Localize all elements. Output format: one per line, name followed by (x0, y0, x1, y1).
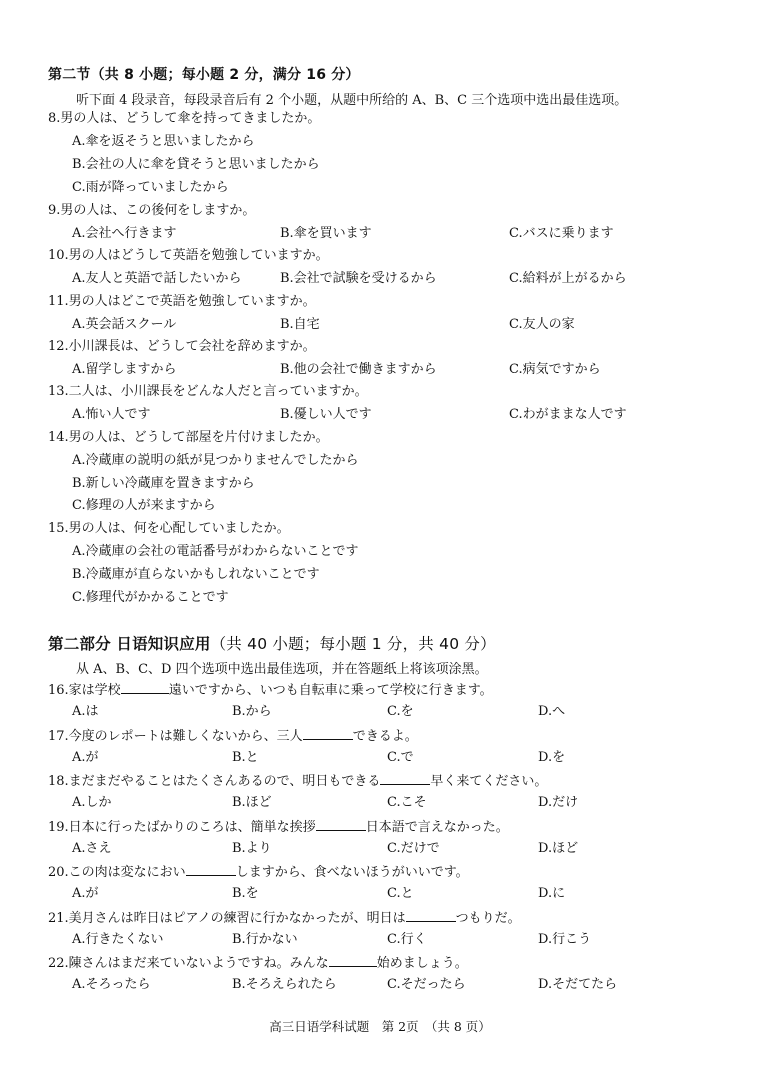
answer-blank (186, 863, 236, 876)
q19-option-d: D.ほど (538, 841, 579, 856)
q17-stem-pre: 17.今度のレポートは難しくないから、三人 (48, 729, 303, 744)
question-11: 11.男の人はどこで英語を勉強していますか。 (48, 294, 316, 309)
q16-stem-post: 遠いですから、いつも自転車に乗って学校に行きます。 (168, 683, 493, 698)
q20-option-b: B.を (232, 886, 259, 901)
q21-option-d: D.行こう (538, 932, 592, 947)
q18-stem-pre: 18.まだまだやることはたくさんあるので、明日もできる (48, 774, 381, 789)
q13-option-a: A.怖い人です (72, 407, 151, 422)
q18-option-d: D.だけ (538, 795, 579, 810)
q16-option-b: B.から (232, 704, 272, 719)
q18-stem-post: 早く来てください。 (430, 774, 548, 789)
question-9: 9.男の人は、この後何をしますか。 (48, 203, 256, 218)
q18-option-a: A.しか (72, 795, 112, 810)
question-10: 10.男の人はどうして英語を勉強していますか。 (48, 248, 329, 263)
question-13: 13.二人は、小川課長をどんな人だと言っていますか。 (48, 384, 368, 399)
q14-option-a: A.冷蔵庫の説明の紙が見つかりませんでしたから (72, 453, 359, 468)
q17-option-c: C.で (387, 750, 414, 765)
q22-option-a: A.そろったら (72, 977, 151, 992)
q22-option-b: B.そろえられたら (232, 977, 337, 992)
answer-blank (316, 818, 366, 831)
q13-option-c: C.わがままな人です (509, 407, 627, 422)
answer-blank (380, 772, 430, 785)
q15-option-b: B.冷蔵庫が直らないかもしれないことです (72, 567, 320, 582)
q20-option-c: C.と (387, 886, 414, 901)
q11-option-c: C.友人の家 (509, 317, 575, 332)
q20-stem-pre: 20.この肉は変なにおい (48, 865, 186, 880)
q9-option-c: C.バスに乗ります (509, 226, 614, 241)
question-12: 12.小川課長は、どうして会社を辞めますか。 (48, 339, 316, 354)
question-14: 14.男の人は、どうして部屋を片付けましたか。 (48, 430, 329, 445)
answer-blank (121, 681, 169, 694)
q10-option-a: A.友人と英語で話したいから (72, 271, 242, 286)
q9-option-a: A.会社へ行きます (72, 226, 177, 241)
q8-option-b: B.会社の人に傘を貸そうと思いましたから (72, 157, 320, 172)
q17-option-b: B.と (232, 750, 259, 765)
q8-option-a: A.傘を返そうと思いましたから (72, 134, 255, 149)
q22-stem-pre: 22.陳さんはまだ来ていないようですね。みんな (48, 956, 329, 971)
q11-option-a: A.英会話スクール (72, 317, 177, 332)
question-22 (48, 954, 468, 972)
q12-option-b: B.他の会社で働きますから (280, 362, 437, 377)
q20-option-d: D.に (538, 886, 566, 901)
q11-option-b: B.自宅 (280, 317, 320, 332)
q10-option-b: B.会社で試験を受けるから (280, 271, 437, 286)
q17-stem-post: できるよ。 (352, 729, 418, 744)
question-19 (48, 818, 509, 836)
q22-option-d: D.そだてたら (538, 977, 618, 992)
q17-option-a: A.が (72, 750, 99, 765)
question-18 (48, 772, 547, 790)
question-21 (48, 909, 521, 927)
page-footer: 高三日语学科试题 第 2页 （共 8 页） (269, 1019, 491, 1034)
q21-option-c: C.行く (387, 932, 427, 947)
q16-option-d: D.へ (538, 704, 566, 719)
q22-option-c: C.そだったら (387, 977, 466, 992)
q17-option-d: D.を (538, 750, 566, 765)
part2-instruction: 从 A、B、C、D 四个选项中选出最佳选项，并在答题纸上将该项涂黑。 (76, 662, 488, 677)
q21-option-a: A.行きたくない (72, 932, 164, 947)
q21-stem-pre: 21.美月さんは昨日はピアノの練習に行かなかったが、明日は (48, 911, 406, 926)
q8-option-c: C.雨が降っていましたから (72, 180, 229, 195)
q19-option-a: A.さえ (72, 841, 112, 856)
q10-option-c: C.給料が上がるから (509, 271, 627, 286)
q18-option-c: C.こそ (387, 795, 427, 810)
q22-stem-post: 始めましょう。 (376, 956, 468, 971)
question-15: 15.男の人は、何を心配していましたか。 (48, 521, 290, 536)
q15-option-a: A.冷蔵庫の会社の電話番号がわからないことです (72, 544, 359, 559)
answer-blank (329, 954, 377, 967)
question-8: 8.男の人は、どうして傘を持ってきましたか。 (48, 111, 321, 126)
q16-stem-pre: 16.家は学校 (48, 683, 121, 698)
question-16 (48, 681, 493, 699)
q19-option-b: B.より (232, 841, 272, 856)
q14-option-b: B.新しい冷蔵庫を置きますから (72, 476, 255, 491)
answer-blank (406, 909, 456, 922)
q9-option-b: B.傘を買います (280, 226, 372, 241)
q16-option-c: C.を (387, 704, 414, 719)
q19-option-c: C.だけで (387, 841, 440, 856)
q19-stem-pre: 19.日本に行ったばかりのころは、簡単な挨拶 (48, 820, 316, 835)
answer-blank (303, 727, 353, 740)
question-20 (48, 863, 469, 881)
part2-title: 第二部分 日语知识应用 (48, 635, 211, 653)
q18-option-b: B.ほど (232, 795, 272, 810)
q19-stem-post: 日本語で言えなかった。 (365, 820, 509, 835)
part2-heading (48, 632, 496, 654)
q20-option-a: A.が (72, 886, 99, 901)
q13-option-b: B.優しい人です (280, 407, 372, 422)
q12-option-a: A.留学しますから (72, 362, 177, 377)
q16-option-a: A.は (72, 704, 99, 719)
question-17 (48, 727, 418, 745)
section2-instruction: 听下面 4 段录音，每段录音后有 2 个小题，从题中所给的 A、B、C 三个选项中选出最佳选项。 (76, 93, 628, 108)
q12-option-c: C.病気ですから (509, 362, 601, 377)
section2-heading: 第二节（共 8 小题；每小题 2 分，满分 16 分） (48, 67, 360, 83)
q20-stem-post: しますから、食べないほうがいいです。 (235, 865, 469, 880)
q21-stem-post: つもりだ。 (455, 911, 521, 926)
q21-option-b: B.行かない (232, 932, 298, 947)
q14-option-c: C.修理の人が来ますから (72, 498, 216, 513)
part2-subtitle: （共 40 小题；每小题 1 分，共 40 分） (210, 635, 496, 653)
q15-option-c: C.修理代がかかることです (72, 590, 229, 605)
